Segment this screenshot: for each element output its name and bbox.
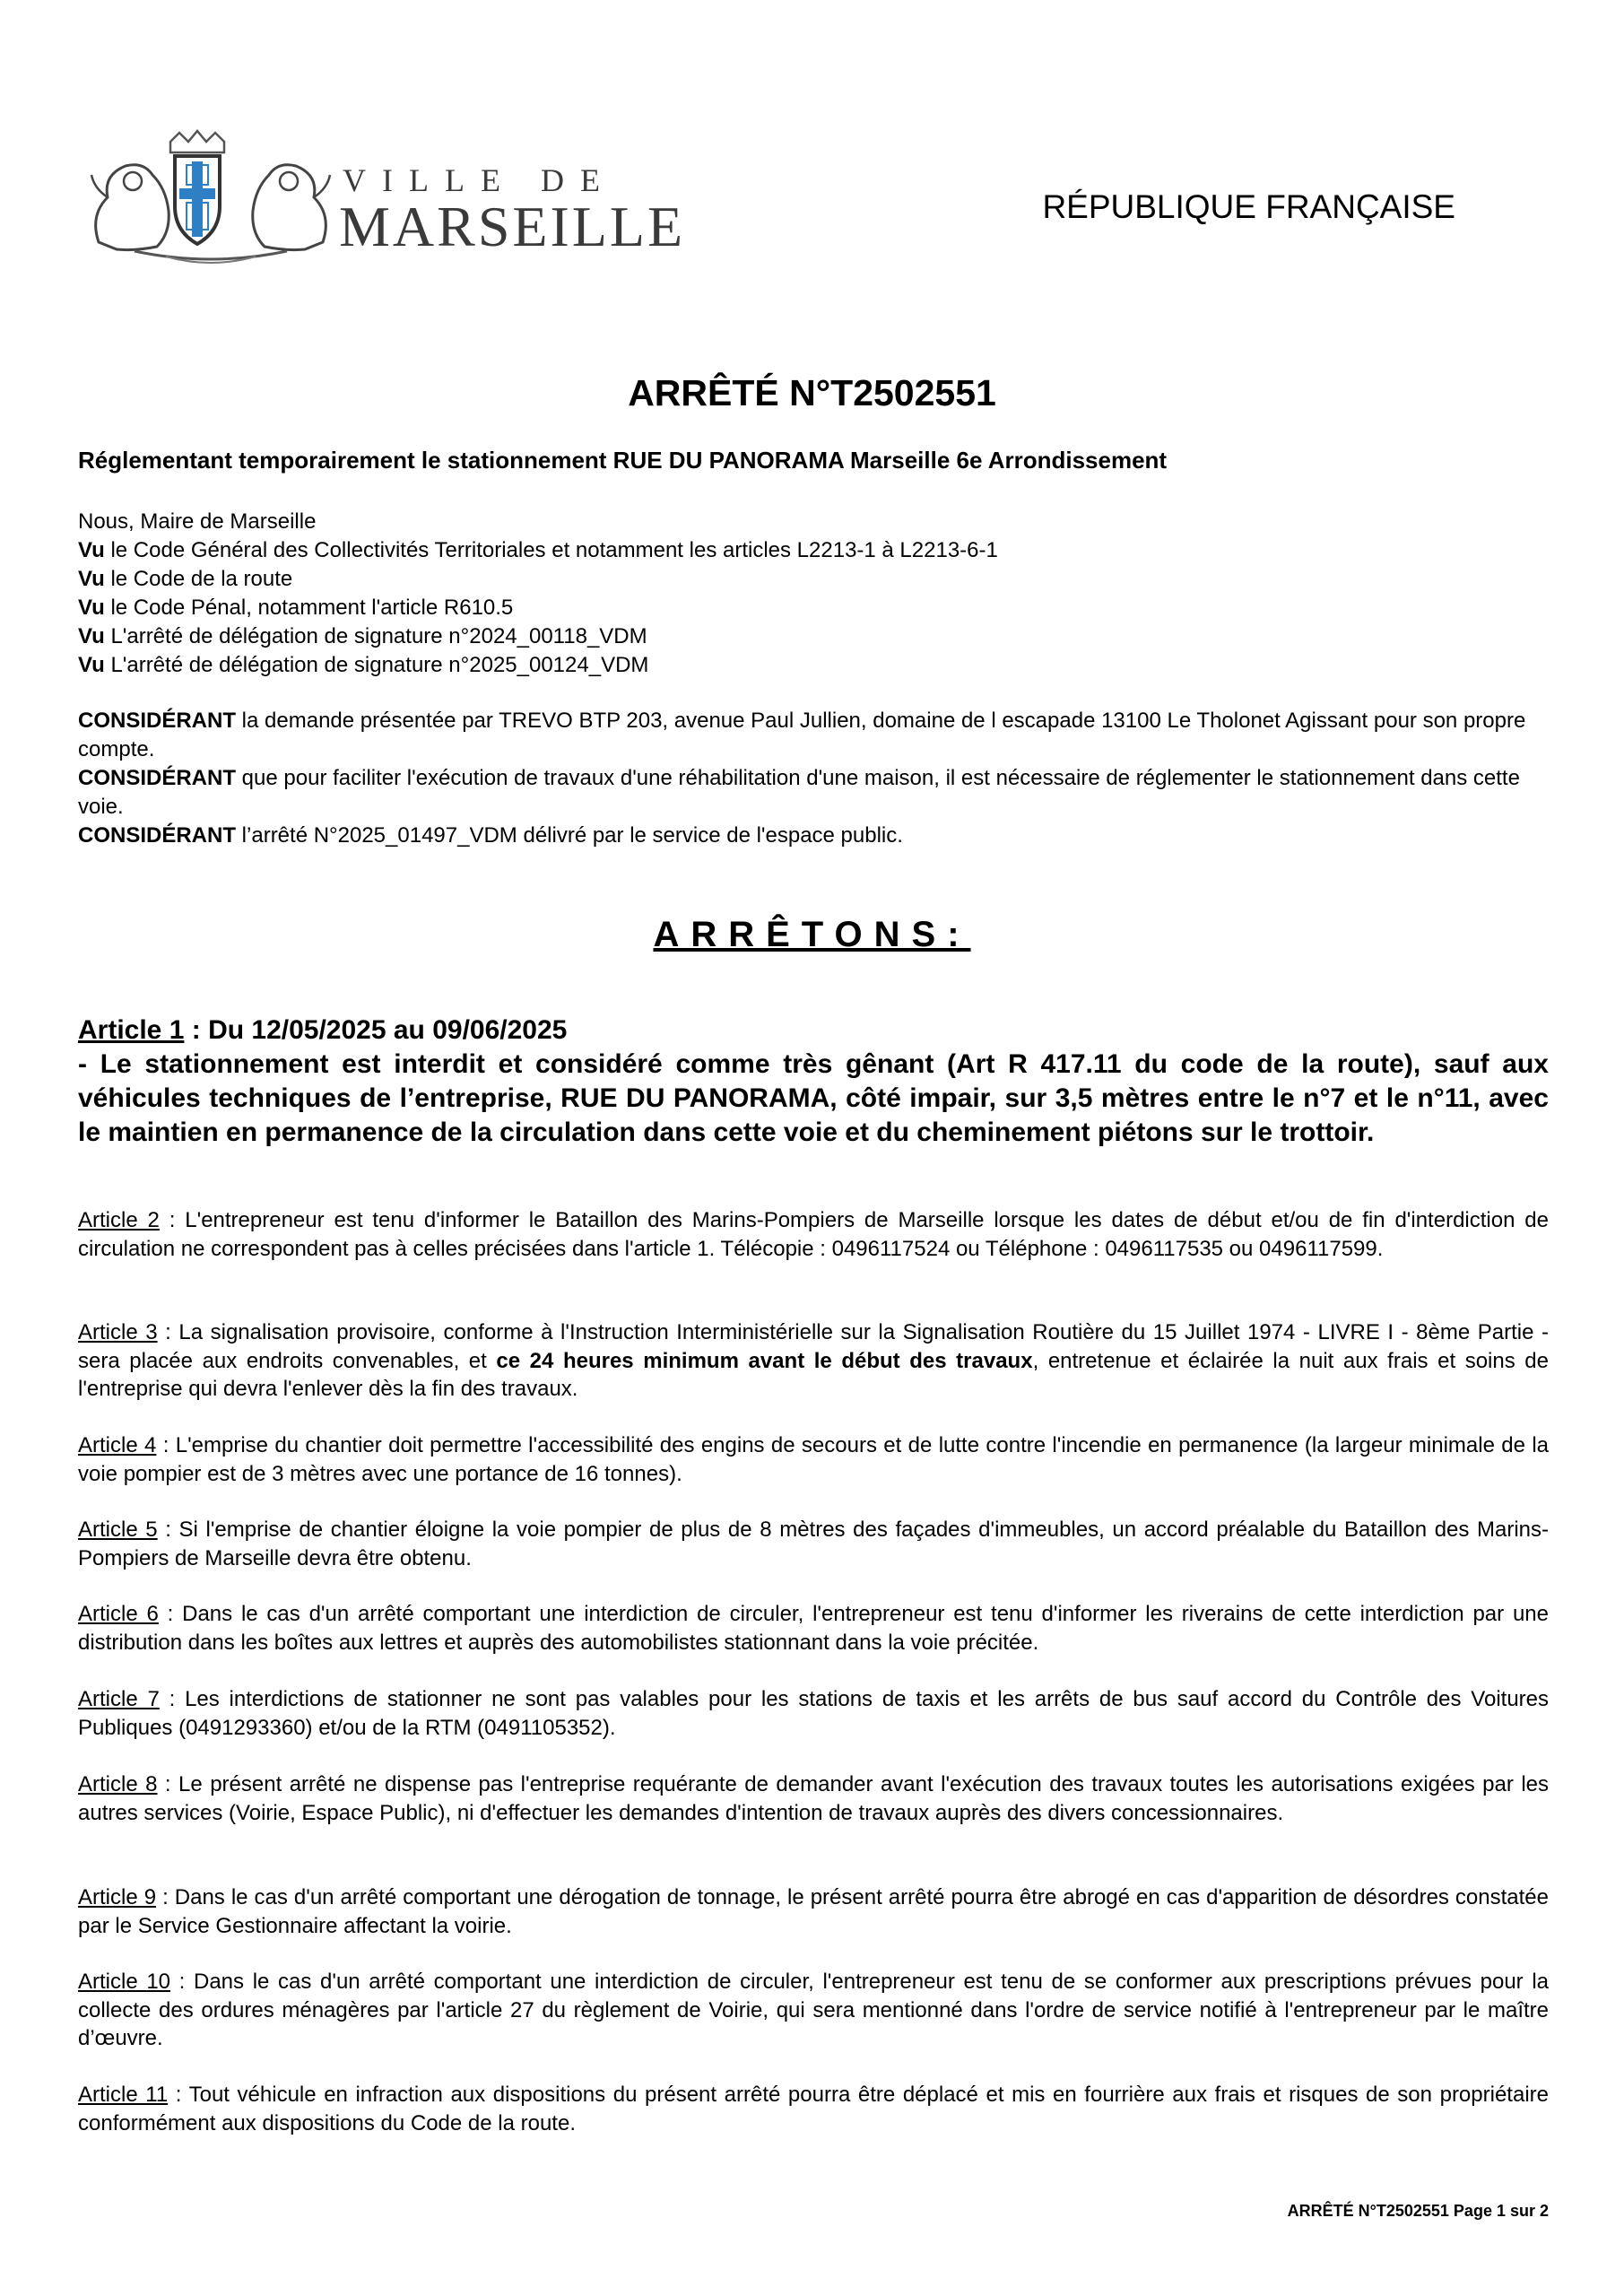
vu-line: Vu L'arrêté de délégation de signature n°2025_00124_VDM (78, 653, 649, 677)
considerant-paragraph: CONSIDÉRANT l’arrêté N°2025_01497_VDM délivré par le service de l'espace public. (78, 823, 903, 848)
vu-line: Vu le Code de la route (78, 567, 293, 591)
article-7: Article 7 : Les interdictions de stationner ne sont pas valables pour les stations de taxis et les arrêts de bus sauf accord du Contrôle des Voitures Publiques (0491293360) et/ou de la RTM (0491105352). (78, 1687, 1550, 1740)
article-4: Article 4 : L'emprise du chantier doit permettre l'accessibilité des engins de secours et de lutte contre l'incendie en permanence (la largeur minimale de la voie pompier est de 3 mètres avec une portance de 16 tonnes). (78, 1433, 1549, 1486)
article-8: Article 8 : Le présent arrêté ne dispense pas l'entreprise requérante de demander avant l'exécution des travaux toutes les autorisations exigées par les autres services (Voirie, Espace Public), ni d'effectuer les demandes d'intention de travaux auprès des divers concessionnaires. (78, 1772, 1549, 1825)
republique-francaise: RÉPUBLIQUE FRANÇAISE (1042, 188, 1455, 225)
article-3: Article 3 : La signalisation provisoire, conforme à l'Instruction Interministérielle sur la Signalisation Routière du 15 Juillet 1974 - LIVRE I - 8ème Partie - sera placée aux endroits convenables, et ce 24 heures minimum avant le début des travaux, entretenue et éclairée la nuit aux frais et soins de l'entreprise qui devra l'enlever dès la fin des travaux. (78, 1320, 1550, 1401)
vu-line: Vu le Code Pénal, notamment l'article R610.5 (78, 596, 514, 620)
vu-line: Nous, Maire de Marseille (78, 509, 317, 534)
article-1: Article 1 : Du 12/05/2025 au 09/06/2025 - Le stationnement est interdit et considéré comme très gênant (Art R 417.11 du code de la route), sauf aux véhicules techniques de l’entreprise, RUE DU PANORAMA, côté impair, sur 3,5 mètres entre le n°7 et le n°11, avec le maintien en permanence de la circulation dans cette voie et du cheminement piétons sur le trottoir. (78, 1013, 1549, 1150)
vu-line: Vu L'arrêté de délégation de signature n°2024_00118_VDM (78, 624, 647, 648)
arrete-title: ARRÊTÉ N°T2502551 (628, 372, 996, 413)
article-5: Article 5 : Si l'emprise de chantier éloigne la voie pompier de plus de 8 mètres des façades d'immeubles, un accord préalable du Bataillon des Marins-Pompiers de Marseille devra être obtenu. (78, 1518, 1550, 1570)
vus-section (78, 508, 1549, 680)
logo-marseille: MARSEILLE (339, 195, 686, 258)
city-logo (81, 126, 686, 269)
arretons-heading: ARRÊTONS: (653, 915, 971, 954)
article-label: Article 1 (78, 1015, 185, 1045)
considerants-section (78, 707, 1549, 850)
article-2: Article 2 : L'entrepreneur est tenu d'informer le Bataillon des Marins-Pompiers de Marseille lorsque les dates de début et/ou de fin d'interdiction de circulation ne correspondent pas à celles précisées dans l'article 1. Télécopie : 0496117524 ou Téléphone : 0496117535 ou 0496117599. (78, 1208, 1549, 1261)
article-6: Article 6 : Dans le cas d'un arrêté comportant une interdiction de circuler, l'entrepreneur est tenu d'informer les riverains de cette interdiction par une distribution dans les boîtes aux lettres et auprès des automobilistes stationnant dans la voie précitée. (78, 1602, 1549, 1655)
vu-line: Vu le Code Général des Collectivités Territoriales et notamment les articles L2213-1 à L2213-6-1 (78, 538, 998, 562)
coat-of-arms-icon (81, 126, 341, 269)
article-text: - Le stationnement est interdit et considéré comme très gênant (Art R 417.11 du code de la route), sauf aux véhicules techniques de l’entreprise, RUE DU PANORAMA, côté impair, sur 3,5 mètres entre le n°7 et le n°11, avec le maintien en permanence de la circulation dans cette voie et du cheminement piétons sur le trottoir. (78, 1049, 1549, 1147)
logo-ville-de: VILLE DE (343, 162, 616, 198)
article-11: Article 11 : Tout véhicule en infraction aux dispositions du présent arrêté pourra être déplacé et mis en fourrière aux frais et risques de son propriétaire conformément aux dispositions du Code de la route. (78, 2083, 1549, 2135)
considerant-paragraph: CONSIDÉRANT que pour faciliter l'exécution de travaux d'une réhabilitation d'une maison, il est nécessaire de réglementer le stationnement dans cette voie. (78, 766, 1520, 819)
page-footer: ARRÊTÉ N°T2502551 Page 1 sur 2 (1287, 2202, 1549, 2220)
article-9: Article 9 : Dans le cas d'un arrêté comportant une dérogation de tonnage, le présent arrêté pourra être abrogé en cas d'apparition de désordres constatée par le Service Gestionnaire affectant la voirie. (78, 1885, 1550, 1938)
arrete-subtitle: Réglementant temporairement le stationnement RUE DU PANORAMA Marseille 6e Arrondissement (78, 447, 1168, 474)
article-dates: Du 12/05/2025 au 09/06/2025 (208, 1015, 568, 1045)
article-10: Article 10 : Dans le cas d'un arrêté comportant une interdiction de circuler, l'entrepreneur est tenu de se conformer aux prescriptions prévues pour la collecte des ordures ménagères par l'article 27 du règlement de Voirie, qui sera mentionné dans l'ordre de service notifié à l'entrepreneur par le maître d’œuvre. (78, 1970, 1549, 2050)
considerant-paragraph: CONSIDÉRANT la demande présentée par TREVO BTP 203, avenue Paul Jullien, domaine de l escapade 13100 Le Tholonet Agissant pour son propre compte. (78, 709, 1526, 761)
